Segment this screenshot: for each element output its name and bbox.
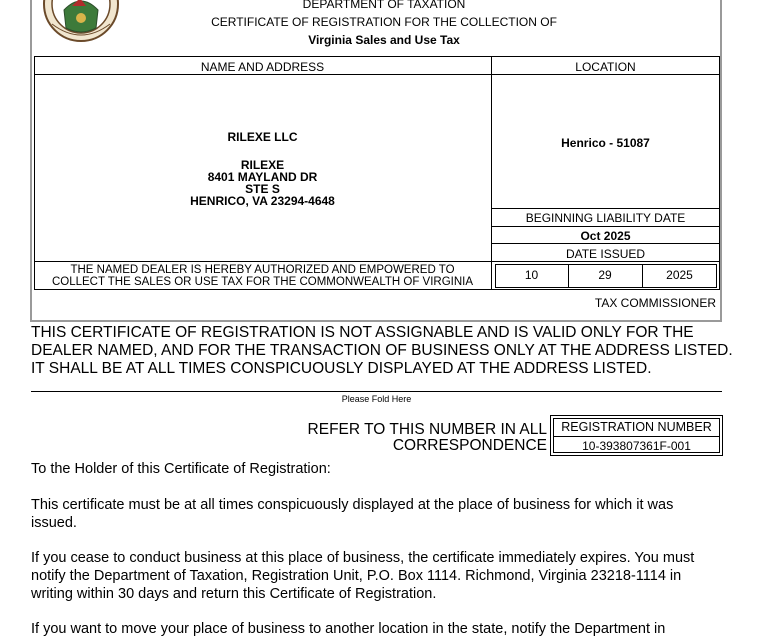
registration-number-value: 10-393807361F-001 (582, 439, 691, 453)
tax-commissioner: TAX COMMISSIONER (594, 296, 716, 310)
paragraph-line: If you cease to conduct business at this place of business, the certificate immediately expires. You must (31, 550, 695, 566)
notice-line: IT SHALL BE AT ALL TIMES CONSPICUOUSLY DISPLAYED AT THE ADDRESS LISTED. (31, 360, 652, 377)
authorization-line: THE NAMED DEALER IS HEREBY AUTHORIZED AND EMPOWERED TO (70, 264, 455, 276)
location-value: Henrico - 51087 (561, 136, 650, 150)
notice-line: DEALER NAMED, AND FOR THE TRANSACTION OF BUSINESS ONLY AT THE ADDRESS LISTED. (31, 342, 733, 359)
authorization-line: COLLECT THE SALES OR USE TAX FOR THE COMMONWEALTH OF VIRGINIA (51, 276, 474, 288)
liability-value-rule (491, 243, 720, 244)
fold-line (31, 391, 722, 392)
authorization-text (34, 264, 491, 288)
tax-type-title: Virginia Sales and Use Tax (308, 33, 460, 47)
address-line: 8401 MAYLAND DR (207, 170, 318, 184)
paragraph-line: issued. (31, 515, 77, 531)
address-line: HENRICO, VA 23294-4648 (190, 194, 335, 208)
refer-text (250, 422, 547, 454)
business-address (34, 159, 491, 207)
address-line: STE S (245, 182, 280, 196)
date-issued-day: 29 (598, 268, 612, 282)
location-rule (491, 208, 720, 209)
certificate-title: CERTIFICATE OF REGISTRATION FOR THE COLLECTION OF (211, 15, 557, 29)
refer-line: REFER TO THIS NUMBER IN ALL (307, 421, 547, 438)
location-header: LOCATION (575, 60, 636, 74)
name-area-rule (34, 261, 491, 262)
letter-salutation: To the Holder of this Certificate of Registration: (31, 461, 331, 477)
address-line: RILEXE (240, 158, 285, 172)
beginning-liability-value: Oct 2025 (580, 229, 631, 243)
department-title: DEPARTMENT OF TAXATION (302, 0, 466, 11)
fold-text: Please Fold Here (341, 394, 412, 404)
liability-label-rule (491, 226, 720, 227)
letter-paragraph (31, 496, 731, 532)
registration-number-label: REGISTRATION NUMBER (561, 420, 712, 434)
paragraph-line: notify the Department of Taxation, Registration Unit, P.O. Box 1114. Richmond, Virginia 23218-1114 in (31, 568, 682, 584)
date-issued-label: DATE ISSUED (565, 247, 646, 261)
paragraph-line: This certificate must be at all times conspicuously displayed at the place of business for which it was (31, 497, 674, 513)
notice-text (31, 324, 751, 378)
date-issued-year: 2025 (666, 268, 693, 282)
date-issued-month: 10 (524, 268, 539, 282)
letter-paragraph (31, 549, 731, 603)
name-address-header: NAME AND ADDRESS (200, 60, 325, 74)
beginning-liability-label: BEGINNING LIABILITY DATE (525, 211, 686, 225)
refer-line: CORRESPONDENCE (392, 437, 547, 454)
date-issued-rule (491, 261, 720, 262)
business-name: RILEXE LLC (227, 130, 298, 144)
registration-rule (553, 436, 720, 437)
table-header-rule (34, 74, 720, 75)
notice-line: THIS CERTIFICATE OF REGISTRATION IS NOT ASSIGNABLE AND IS VALID ONLY FOR THE (31, 324, 694, 341)
letter-paragraph-partial: If you want to move your place of business to another location in the state, notify the Department in (31, 621, 666, 637)
paragraph-line: writing within 30 days and return this Certificate of Registration. (31, 586, 437, 602)
